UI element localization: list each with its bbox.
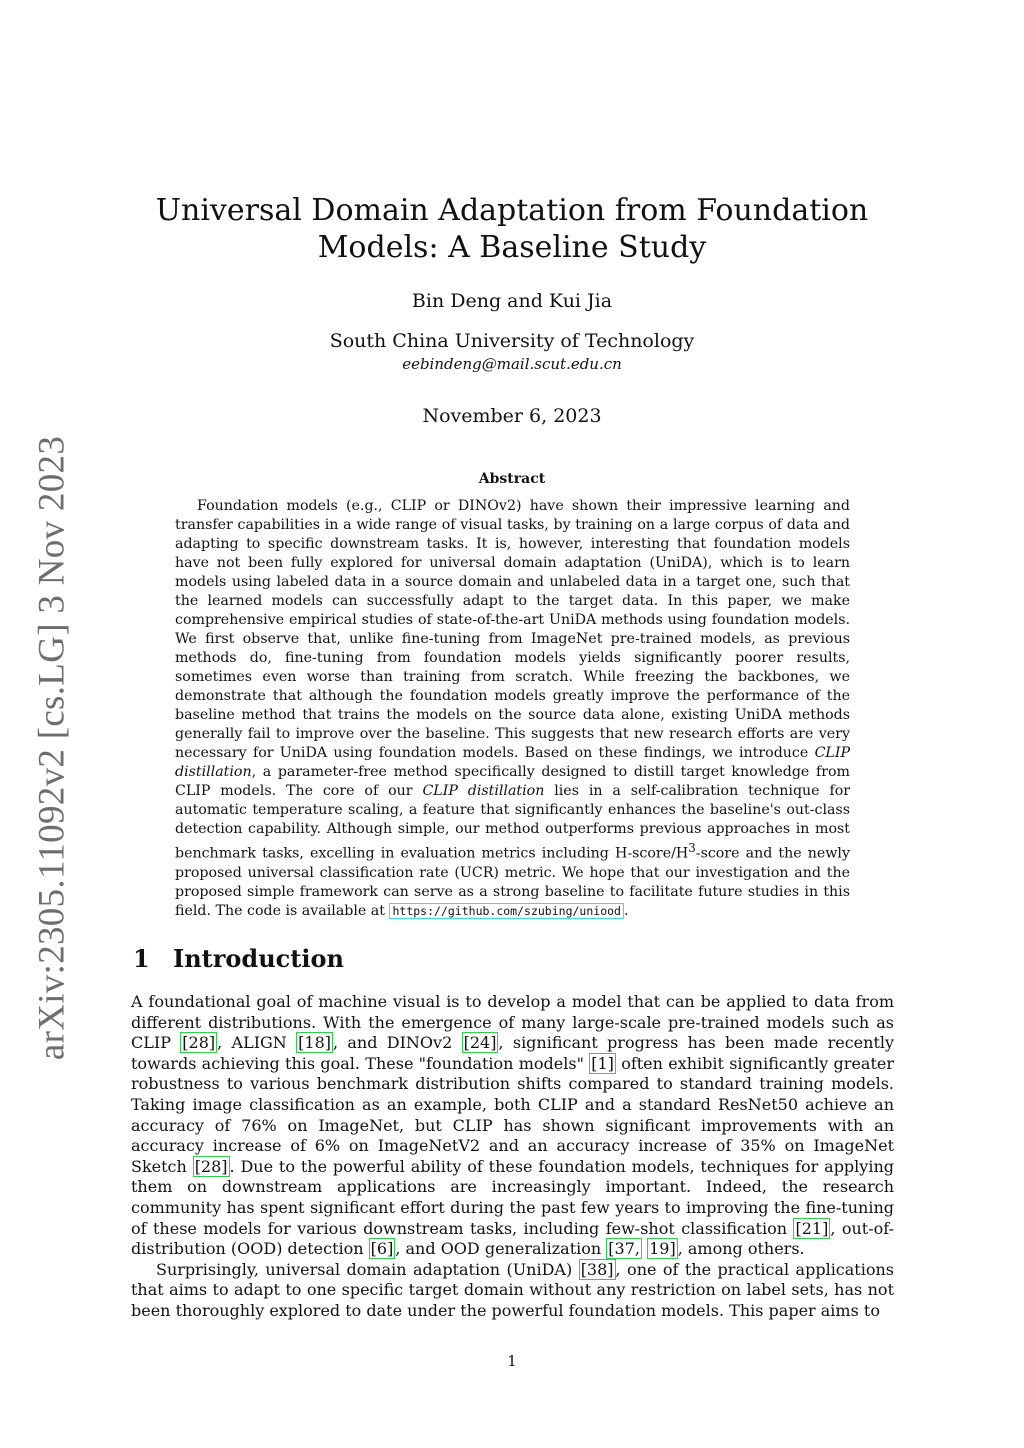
abstract-body: Foundation models (e.g., CLIP or DINOv2) have shown their impressive learning and transfer capabilities in a wide range of visual tasks, by training on a large corpus of data and adapting to specific downstream tasks. It is, however, interesting that foundation models have not been fully explored for universal domain adaptation (UniDA), which is to learn models using labeled data in a source domain and unlabeled data in a target one, such that the learned models can successfully adapt to the target data. In this paper, we make comprehensive empirical studies of state-of-the-art UniDA methods using foundation models. We first observe that, unlike fine-tuning from ImageNet pre-trained models, as previous methods do, fine-tuning from foundation models yields significantly poorer results, sometimes even worse than training from scratch. While freezing the backbones, we demonstrate that although the foundation models greatly improve the performance of the baseline method that trains the models on the source data alone, existing UniDA methods generally fail to improve over the baseline. This suggests that new research efforts are very necessary for UniDA using foundation models. Based on these findings, we introduce CLIP distillation, a parameter-free method specifically designed to distill target knowledge from CLIP models. The core of our CLIP distillation lies in a self-calibration technique for automatic temperature scaling, a feature that significantly enhances the baseline's out-class detection capability. Although simple, our method outperforms previous approaches in most benchmark tasks, excelling in evaluation metrics including $H-score/H^3$-score and the newly proposed universal classification rate (UCR) metric. We hope that our investigation and the proposed simple framework can serve as a strong baseline to facilitate future studies in this field. The code is available at https://github.com/szubing/uniood . [175, 498, 851, 919]
paragraph: A foundational goal of machine visual is to develop a model that can be applied to data from different distributions. With the emergence of many large-scale pre-trained models such as CLIP [28] , ALIGN [18] , and DINOv2 [24] , significant progress has been made recently towards achieving this goal. These "foundation models" [1] often exhibit significantly greater robustness to various benchmark distribution shifts compared to standard training models. Taking image classification as an example, both CLIP and a standard ResNet50 achieve an accuracy of 76% on ImageNet, but CLIP has shown significant improvements with an accuracy increase of 6% on ImageNetV2 and an accuracy increase of 35% on ImageNet Sketch [28] . Due to the powerful ability of these foundation models, techniques for applying them on downstream applications are increasingly important. Indeed, the research community has spent significant effort during the past few years to improving the fine-tuning of these models for various downstream tasks, including few-shot classification [21] , out-of-distribution (OOD) detection [6] , and OOD generalization [37, 19] , among others. [131, 992, 895, 1259]
paper-title: Universal Domain Adaptation from Foundation Models: A Baseline Study [155, 193, 869, 265]
page-number: 1 [507, 1352, 517, 1370]
code-url-link[interactable]: https://github.com/szubing/uniood [389, 903, 623, 919]
citation-link[interactable]: [24] [463, 1033, 497, 1053]
publication-date: November 6, 2023 [422, 405, 602, 427]
citation-link[interactable]: [18] [298, 1033, 331, 1053]
arxiv-identifier: arXiv:2305.11092v2 [cs.LG] 3 Nov 2023 [31, 435, 73, 1061]
authors: Bin Deng and Kui Jia [411, 290, 613, 312]
author-email: eebindeng@mail.scut.edu.cn [402, 355, 622, 373]
emphasis-clip-distillation: CLIP distillation [175, 745, 850, 780]
citation-link[interactable]: [1] [591, 1053, 614, 1073]
citation-link[interactable]: [28] [182, 1033, 216, 1053]
introduction-body [131, 992, 894, 1322]
paragraph: Surprisingly, universal domain adaptation (UniDA) [38] , one of the practical applications that aims to adapt to one specific target domain without any restriction on label sets, has not been thoroughly explored to date under the powerful foundation models. This paper aims to [131, 1259, 894, 1320]
section-heading-introduction [133, 944, 344, 973]
citation-link[interactable]: [38] [580, 1259, 614, 1279]
citation-link[interactable]: [21] [795, 1218, 829, 1238]
section-title: Introduction [173, 944, 344, 973]
emphasis-clip-distillation: CLIP distillation [422, 783, 545, 799]
abstract-heading: Abstract [478, 471, 546, 487]
citation-link[interactable]: [28] [194, 1156, 228, 1176]
affiliation: South China University of Technology [329, 330, 695, 352]
citation-link[interactable]: [6] [370, 1239, 394, 1259]
section-number: 1 [133, 944, 150, 973]
citation-link[interactable]: 19] [649, 1239, 676, 1259]
citation-link[interactable]: [37, [608, 1239, 640, 1259]
